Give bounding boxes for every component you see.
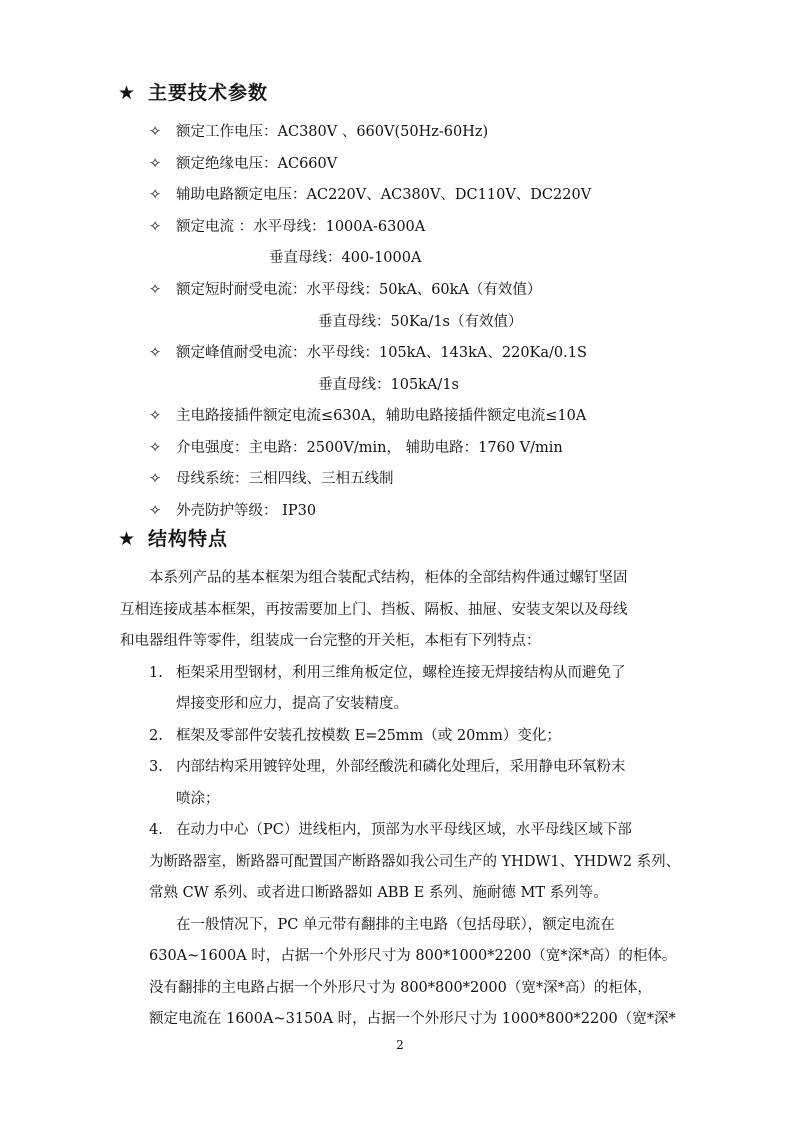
intro-line: 互相连接成基本框架，再按需要加上门、挡板、隔板、抽屉、安装支架以及母线 [120,602,628,618]
diamond-bullet-icon: ✧ [149,345,162,361]
diamond-bullet-icon: ✧ [149,503,162,519]
param-item: ✧ 介电强度：主电路：2500V/min， 辅助电路：1760 V/min [149,440,563,456]
section-title: 结构特点 [148,528,229,550]
closing-line: 630A~1600A 时，占据一个外形尺寸为 800*1000*2200（宽*深*高）的柜体。 [149,948,677,964]
param-item: ✧ 母线系统：三相四线、三相五线制 [149,471,394,487]
param-item: ✧ 额定短时耐受电流：水平母线：50kA、60kA（有效值） [149,282,542,298]
param-item: ✧ 额定工作电压：AC380V 、660V(50Hz-60Hz) [149,124,489,140]
feature-item: 4. 在动力中心（PC）进线柜内，顶部为水平母线区域，水平母线区域下部 [149,822,632,838]
star-icon: ★ [118,82,137,104]
param-item: ✧ 主电路接插件额定电流≤630A，辅助电路接插件额定电流≤10A [149,408,587,424]
feature-item: 2. 框架及零部件安装孔按模数 E=25mm（或 20mm）变化； [149,728,561,744]
feature-continuation: 焊接变形和应力，提高了安装精度。 [176,696,408,712]
diamond-bullet-icon: ✧ [149,187,162,203]
feature-continuation: 为断路器室，断路器可配置国产断路器如我公司生产的 YHDW1、YHDW2 系列、 [149,854,681,870]
feature-number: 4. [149,822,163,838]
section-title: 主要技术参数 [148,82,269,104]
param-item: ✧ 额定峰值耐受电流：水平母线：105kA、143kA、220Ka/0.1S [149,345,587,361]
star-icon: ★ [118,528,137,550]
diamond-bullet-icon: ✧ [149,124,162,140]
diamond-bullet-icon: ✧ [149,471,162,487]
feature-continuation: 喷涂； [176,791,220,807]
diamond-bullet-icon: ✧ [149,282,162,298]
diamond-bullet-icon: ✧ [149,408,162,424]
param-continuation: 垂直母线：105kA/1s [318,377,459,393]
param-continuation: 垂直母线：400-1000A [269,250,422,266]
param-item: ✧ 外壳防护等级： IP30 [149,503,317,519]
intro-line: 和电器组件等零件，组装成一台完整的开关柜，本柜有下列特点： [120,633,541,649]
diamond-bullet-icon: ✧ [149,440,162,456]
param-item: ✧ 辅助电路额定电压：AC220V、AC380V、DC110V、DC220V [149,187,592,203]
closing-line: 在一般情况下，PC 单元带有翻排的主电路（包括母联），额定电流在 [176,917,615,933]
param-item: ✧ 额定电流 ：水平母线：1000A-6300A [149,219,426,235]
intro-line: 本系列产品的基本框架为组合装配式结构，柜体的全部结构件通过螺钉坚固 [149,570,628,586]
feature-item: 1. 柜架采用型钢材，利用三维角板定位，螺栓连接无焊接结构从而避免了 [149,665,626,681]
page-number: 2 [396,1038,404,1052]
diamond-bullet-icon: ✧ [149,219,162,235]
feature-number: 1. [149,665,163,681]
diamond-bullet-icon: ✧ [149,156,162,172]
section-heading-structure [118,524,228,551]
param-item: ✧ 额定绝缘电压：AC660V [149,156,338,172]
feature-continuation: 常熟 CW 系列、或者进口断路器如 ABB E 系列、施耐德 MT 系列等。 [149,885,608,901]
section-heading-params [118,78,268,105]
closing-line: 没有翻排的主电路占据一个外形尺寸为 800*800*2000（宽*深*高）的柜体， [149,980,652,996]
feature-number: 3. [149,759,163,775]
feature-item: 3. 内部结构采用镀锌处理，外部经酸洗和磷化处理后，采用静电环氧粉末 [149,759,626,775]
closing-line: 额定电流在 1600A~3150A 时，占据一个外形尺寸为 1000*800*2200（宽*深* [149,1011,676,1027]
param-continuation: 垂直母线：50Ka/1s（有效值） [318,314,523,330]
feature-number: 2. [149,728,163,744]
